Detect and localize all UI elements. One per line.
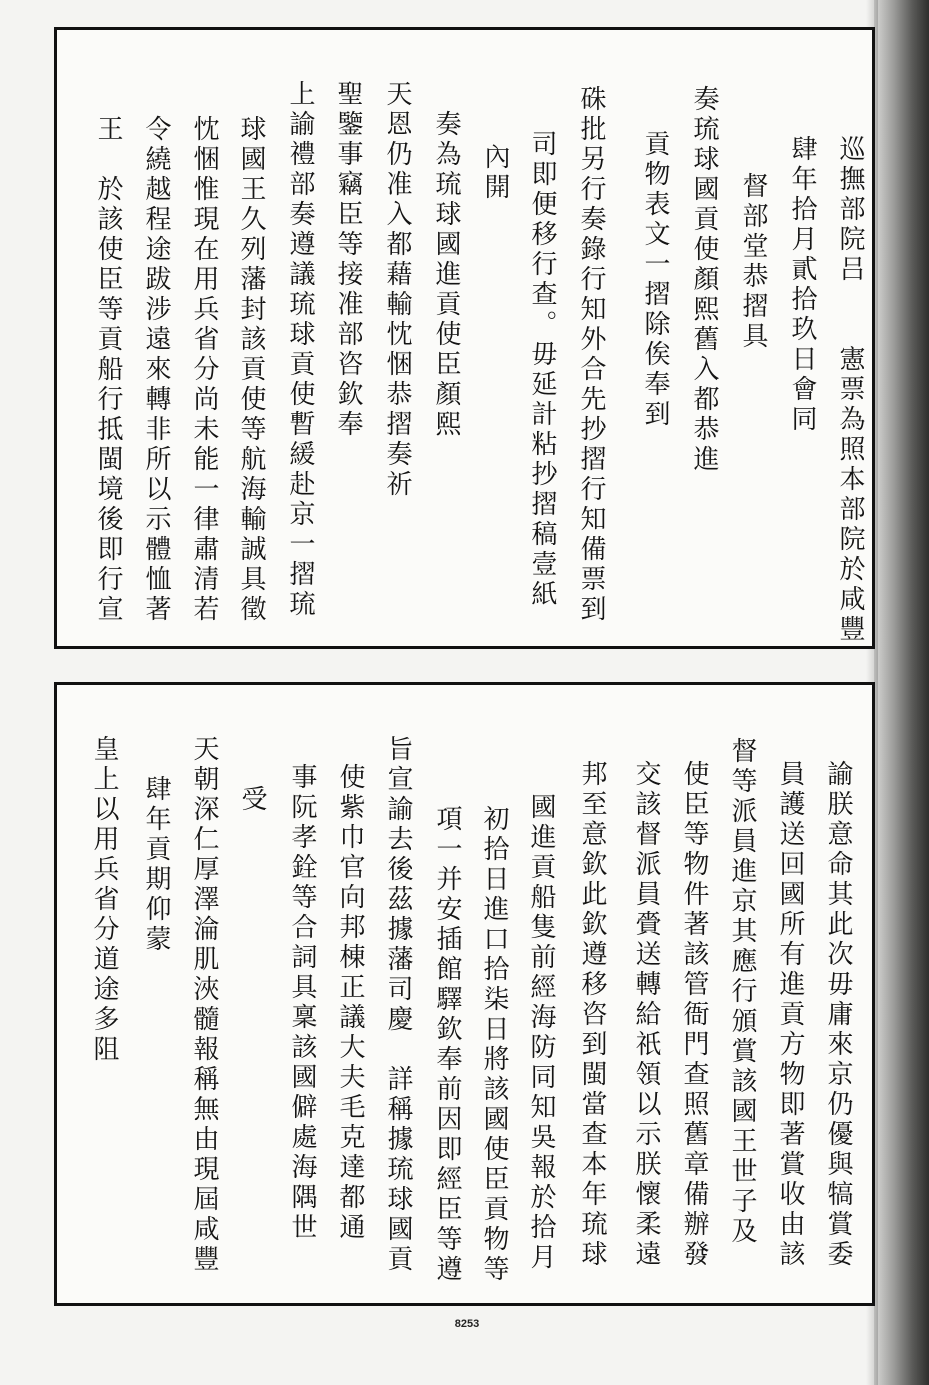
book-spine-shadow (874, 0, 929, 1385)
text-column-14: 忱悃惟現在用兵省分尚未能一律肅清若 (189, 115, 219, 625)
text-column-3: 督部堂恭摺具 (738, 172, 768, 352)
text-column-4: 使臣等物件著該管衙門查照舊章備辦發 (679, 760, 709, 1270)
text-column-1: 諭朕意命其此次毋庸來京仍優與犒賞委 (823, 760, 853, 1270)
page-number: 8253 (454, 1318, 480, 1330)
text-column-14: 天朝深仁厚澤淪肌浹髓報稱無由現屆咸豐 (189, 735, 219, 1275)
text-column-9: 奏為琉球國進貢使臣顏熙 (431, 110, 461, 440)
text-column-15: 令繞越程途跋涉遠來轉非所以示體恤著 (141, 115, 171, 625)
text-column-13: 球國王久列藩封該貢使等航海輸誠具徵 (236, 115, 266, 625)
text-column-16: 王 於該使臣等貢船行抵閩境後即行宣 (93, 115, 123, 625)
text-column-6: 邦至意欽此欽遵移咨到閩當查本年琉球 (577, 760, 607, 1270)
text-column-4: 奏琉球國貢使顏熙舊入都恭進 (689, 85, 719, 475)
text-column-11: 使紫巾官向邦棟正議大夫毛克達都通 (335, 763, 365, 1243)
text-column-2: 肆年拾月貳拾玖日會同 (787, 135, 817, 435)
text-column-8: 初拾日進口拾柒日將該國使臣貢物等 (479, 805, 509, 1285)
text-column-9: 項一并安插館驛欽奉前因即經臣等遵 (432, 805, 462, 1285)
text-column-7: 司即便移行查。毋延計粘抄摺稿壹紙 (527, 130, 557, 610)
text-column-8: 內開 (480, 143, 510, 203)
text-column-13: 受 (237, 785, 267, 815)
bottom-text-panel (54, 682, 875, 1306)
text-column-5: 交該督派員賫送轉給祇領以示朕懷柔遠 (631, 760, 661, 1270)
text-column-10: 旨宣諭去後茲據藩司慶 詳稱據琉球國貢 (383, 735, 413, 1275)
text-column-15: 肆年貢期仰蒙 (141, 775, 171, 955)
text-column-1: 巡撫部院吕 憲票為照本部院於咸豐 (835, 135, 865, 645)
top-text-panel (54, 27, 875, 649)
text-column-3: 督等派員進京其應行頒賞該國王世子及 (727, 737, 757, 1247)
text-column-7: 國進貢船隻前經海防同知吳報於拾月 (526, 793, 556, 1273)
text-column-11: 聖鑒事竊臣等接准部咨欽奉 (333, 80, 363, 440)
text-column-10: 天恩仍准入都藉輸忱悃恭摺奏祈 (382, 80, 412, 500)
text-column-6: 硃批另行奏錄行知外合先抄摺行知備票到 (576, 85, 606, 625)
text-column-16: 皇上以用兵省分道途多阻 (89, 735, 119, 1065)
text-column-12: 上諭禮部奏遵議琉球貢使暫緩赴京一摺琉 (285, 80, 315, 620)
text-column-2: 員護送回國所有進貢方物即著賞收由該 (775, 760, 805, 1270)
text-column-5: 貢物表文一摺除俟奉到 (640, 130, 670, 430)
text-column-12: 事阮孝銓等合詞具稟該國僻處海隅世 (287, 763, 317, 1243)
